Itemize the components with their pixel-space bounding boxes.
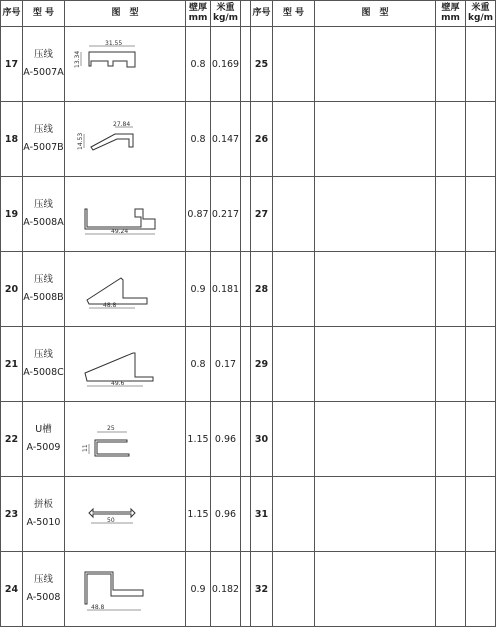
row-number: 19: [1, 177, 23, 252]
table-row: [1, 552, 496, 627]
weight-value: 0.96: [211, 477, 241, 552]
model-code: A-5008A: [23, 217, 64, 228]
model-name: U槽: [35, 423, 52, 435]
header-weight-unit: kg/m: [212, 12, 239, 23]
header-thickness-label-right: 壁厚: [441, 3, 460, 14]
empty-cell: [315, 327, 436, 402]
empty-cell: [436, 327, 466, 402]
row-number-right: 28: [251, 252, 273, 327]
profile-drawing-a5008b: [75, 264, 175, 314]
row-number-right: 31: [251, 477, 273, 552]
row-number: 24: [1, 552, 23, 627]
model-cell: [23, 27, 65, 102]
empty-cell: [315, 27, 436, 102]
empty-cell: [273, 477, 315, 552]
profile-drawing-a5007a: [75, 39, 175, 89]
table-row: [1, 177, 496, 252]
model-cell: [23, 252, 65, 327]
empty-cell: [315, 402, 436, 477]
model-code: A-5008C: [23, 367, 64, 378]
row-number: 23: [1, 477, 23, 552]
header-weight-right: [466, 1, 496, 27]
model-cell: [23, 177, 65, 252]
empty-cell: [273, 252, 315, 327]
header-no-right: 序号: [251, 1, 273, 27]
spacer-cell: [241, 327, 251, 402]
empty-cell: [436, 102, 466, 177]
table-row: [1, 477, 496, 552]
model-name: 压线: [33, 273, 53, 285]
dim-label: 48.8: [91, 604, 105, 611]
empty-cell: [466, 27, 496, 102]
weight-value: 0.182: [211, 552, 241, 627]
spacer-cell: [241, 552, 251, 627]
empty-cell: [466, 327, 496, 402]
model-code: A-5007B: [23, 142, 64, 153]
spacer-cell: [241, 477, 251, 552]
weight-value: 0.169: [211, 27, 241, 102]
empty-cell: [436, 552, 466, 627]
profile-drawing-a5008a: [75, 189, 175, 239]
table-row: [1, 327, 496, 402]
dim-label: 48.8: [103, 302, 117, 309]
empty-cell: [466, 102, 496, 177]
model-code: A-5007A: [23, 67, 64, 78]
thickness-value: 0.8: [186, 27, 211, 102]
empty-cell: [436, 27, 466, 102]
row-number: 17: [1, 27, 23, 102]
thickness-value: 0.87: [186, 177, 211, 252]
profile-drawing-a5008: [75, 564, 175, 614]
empty-cell: [273, 177, 315, 252]
header-weight-unit-right: kg/m: [467, 12, 494, 23]
header-model: 型 号: [23, 1, 65, 27]
header-weight-label: 米重: [216, 3, 235, 14]
empty-cell: [273, 552, 315, 627]
header-thickness: [186, 1, 211, 27]
thickness-value: 0.9: [186, 552, 211, 627]
table-row: [1, 102, 496, 177]
dim-label: 49.24: [111, 228, 129, 235]
spacer-cell: [241, 102, 251, 177]
empty-cell: [466, 477, 496, 552]
header-model-right: 型 号: [273, 1, 315, 27]
dim-label: 50: [107, 517, 115, 524]
model-code: A-5010: [26, 517, 61, 528]
row-number-right: 30: [251, 402, 273, 477]
spacer-cell: [241, 402, 251, 477]
weight-value: 0.217: [211, 177, 241, 252]
header-row: [1, 1, 496, 27]
model-name: 压线: [33, 198, 53, 210]
dim-label: 27.84: [113, 121, 131, 128]
spacer-cell: [241, 27, 251, 102]
model-code: A-5009: [26, 442, 61, 453]
header-thickness-unit: mm: [188, 12, 208, 23]
row-number: 20: [1, 252, 23, 327]
thickness-value: 0.8: [186, 102, 211, 177]
empty-cell: [436, 177, 466, 252]
row-number-right: 26: [251, 102, 273, 177]
empty-cell: [315, 552, 436, 627]
model-name: 压线: [33, 48, 53, 60]
profile-figure: [65, 252, 186, 327]
profile-figure: [65, 552, 186, 627]
model-name: 压线: [33, 573, 53, 585]
empty-cell: [436, 477, 466, 552]
spacer-cell: [241, 177, 251, 252]
empty-cell: [466, 552, 496, 627]
dim-label: 31.55: [105, 40, 123, 47]
weight-value: 0.17: [211, 327, 241, 402]
header-figure: 图 型: [65, 1, 186, 27]
dim-label: 13.34: [74, 50, 81, 68]
dim-label: 49.6: [111, 380, 125, 387]
header-weight: [211, 1, 241, 27]
empty-cell: [273, 27, 315, 102]
model-code: A-5008: [26, 592, 61, 603]
empty-cell: [466, 252, 496, 327]
empty-cell: [315, 252, 436, 327]
profile-drawing-a5010: [75, 489, 175, 539]
profile-drawing-a5007b: [75, 114, 175, 164]
empty-cell: [436, 402, 466, 477]
thickness-value: 0.8: [186, 327, 211, 402]
profile-drawing-a5008c: [75, 339, 175, 389]
profile-figure: [65, 477, 186, 552]
table-row: [1, 27, 496, 102]
model-name: 压线: [33, 348, 53, 360]
row-number-right: 29: [251, 327, 273, 402]
table-row: [1, 252, 496, 327]
thickness-value: 1.15: [186, 477, 211, 552]
profile-figure: [65, 327, 186, 402]
model-cell: [23, 552, 65, 627]
row-number-right: 25: [251, 27, 273, 102]
empty-cell: [436, 252, 466, 327]
profile-figure: [65, 402, 186, 477]
empty-cell: [315, 477, 436, 552]
profile-drawing-a5009: [75, 414, 175, 464]
row-number: 21: [1, 327, 23, 402]
header-no: 序号: [1, 1, 23, 27]
header-figure-right: 图 型: [315, 1, 436, 27]
weight-value: 0.96: [211, 402, 241, 477]
thickness-value: 0.9: [186, 252, 211, 327]
empty-cell: [315, 102, 436, 177]
model-cell: [23, 327, 65, 402]
empty-cell: [466, 177, 496, 252]
model-cell: [23, 477, 65, 552]
empty-cell: [273, 402, 315, 477]
weight-value: 0.147: [211, 102, 241, 177]
empty-cell: [273, 102, 315, 177]
model-code: A-5008B: [23, 292, 64, 303]
spacer-cell: [241, 252, 251, 327]
table-row: [1, 402, 496, 477]
profile-figure: [65, 102, 186, 177]
profile-figure: [65, 177, 186, 252]
empty-cell: [466, 402, 496, 477]
dim-label: 11: [82, 444, 89, 452]
dim-label: 14.53: [77, 132, 84, 150]
row-number: 18: [1, 102, 23, 177]
header-thickness-unit-right: mm: [441, 12, 460, 23]
model-cell: [23, 102, 65, 177]
header-thickness-label: 壁厚: [188, 3, 207, 14]
model-name: 拼板: [33, 498, 53, 510]
header-spacer: [241, 1, 251, 27]
profile-figure: [65, 27, 186, 102]
model-cell: [23, 402, 65, 477]
empty-cell: [273, 327, 315, 402]
model-name: 压线: [33, 123, 53, 135]
weight-value: 0.181: [211, 252, 241, 327]
row-number-right: 27: [251, 177, 273, 252]
empty-cell: [315, 177, 436, 252]
dim-label: 25: [107, 425, 115, 432]
row-number: 22: [1, 402, 23, 477]
header-thickness-right: [436, 1, 466, 27]
thickness-value: 1.15: [186, 402, 211, 477]
header-weight-label-right: 米重: [471, 3, 490, 14]
row-number-right: 32: [251, 552, 273, 627]
